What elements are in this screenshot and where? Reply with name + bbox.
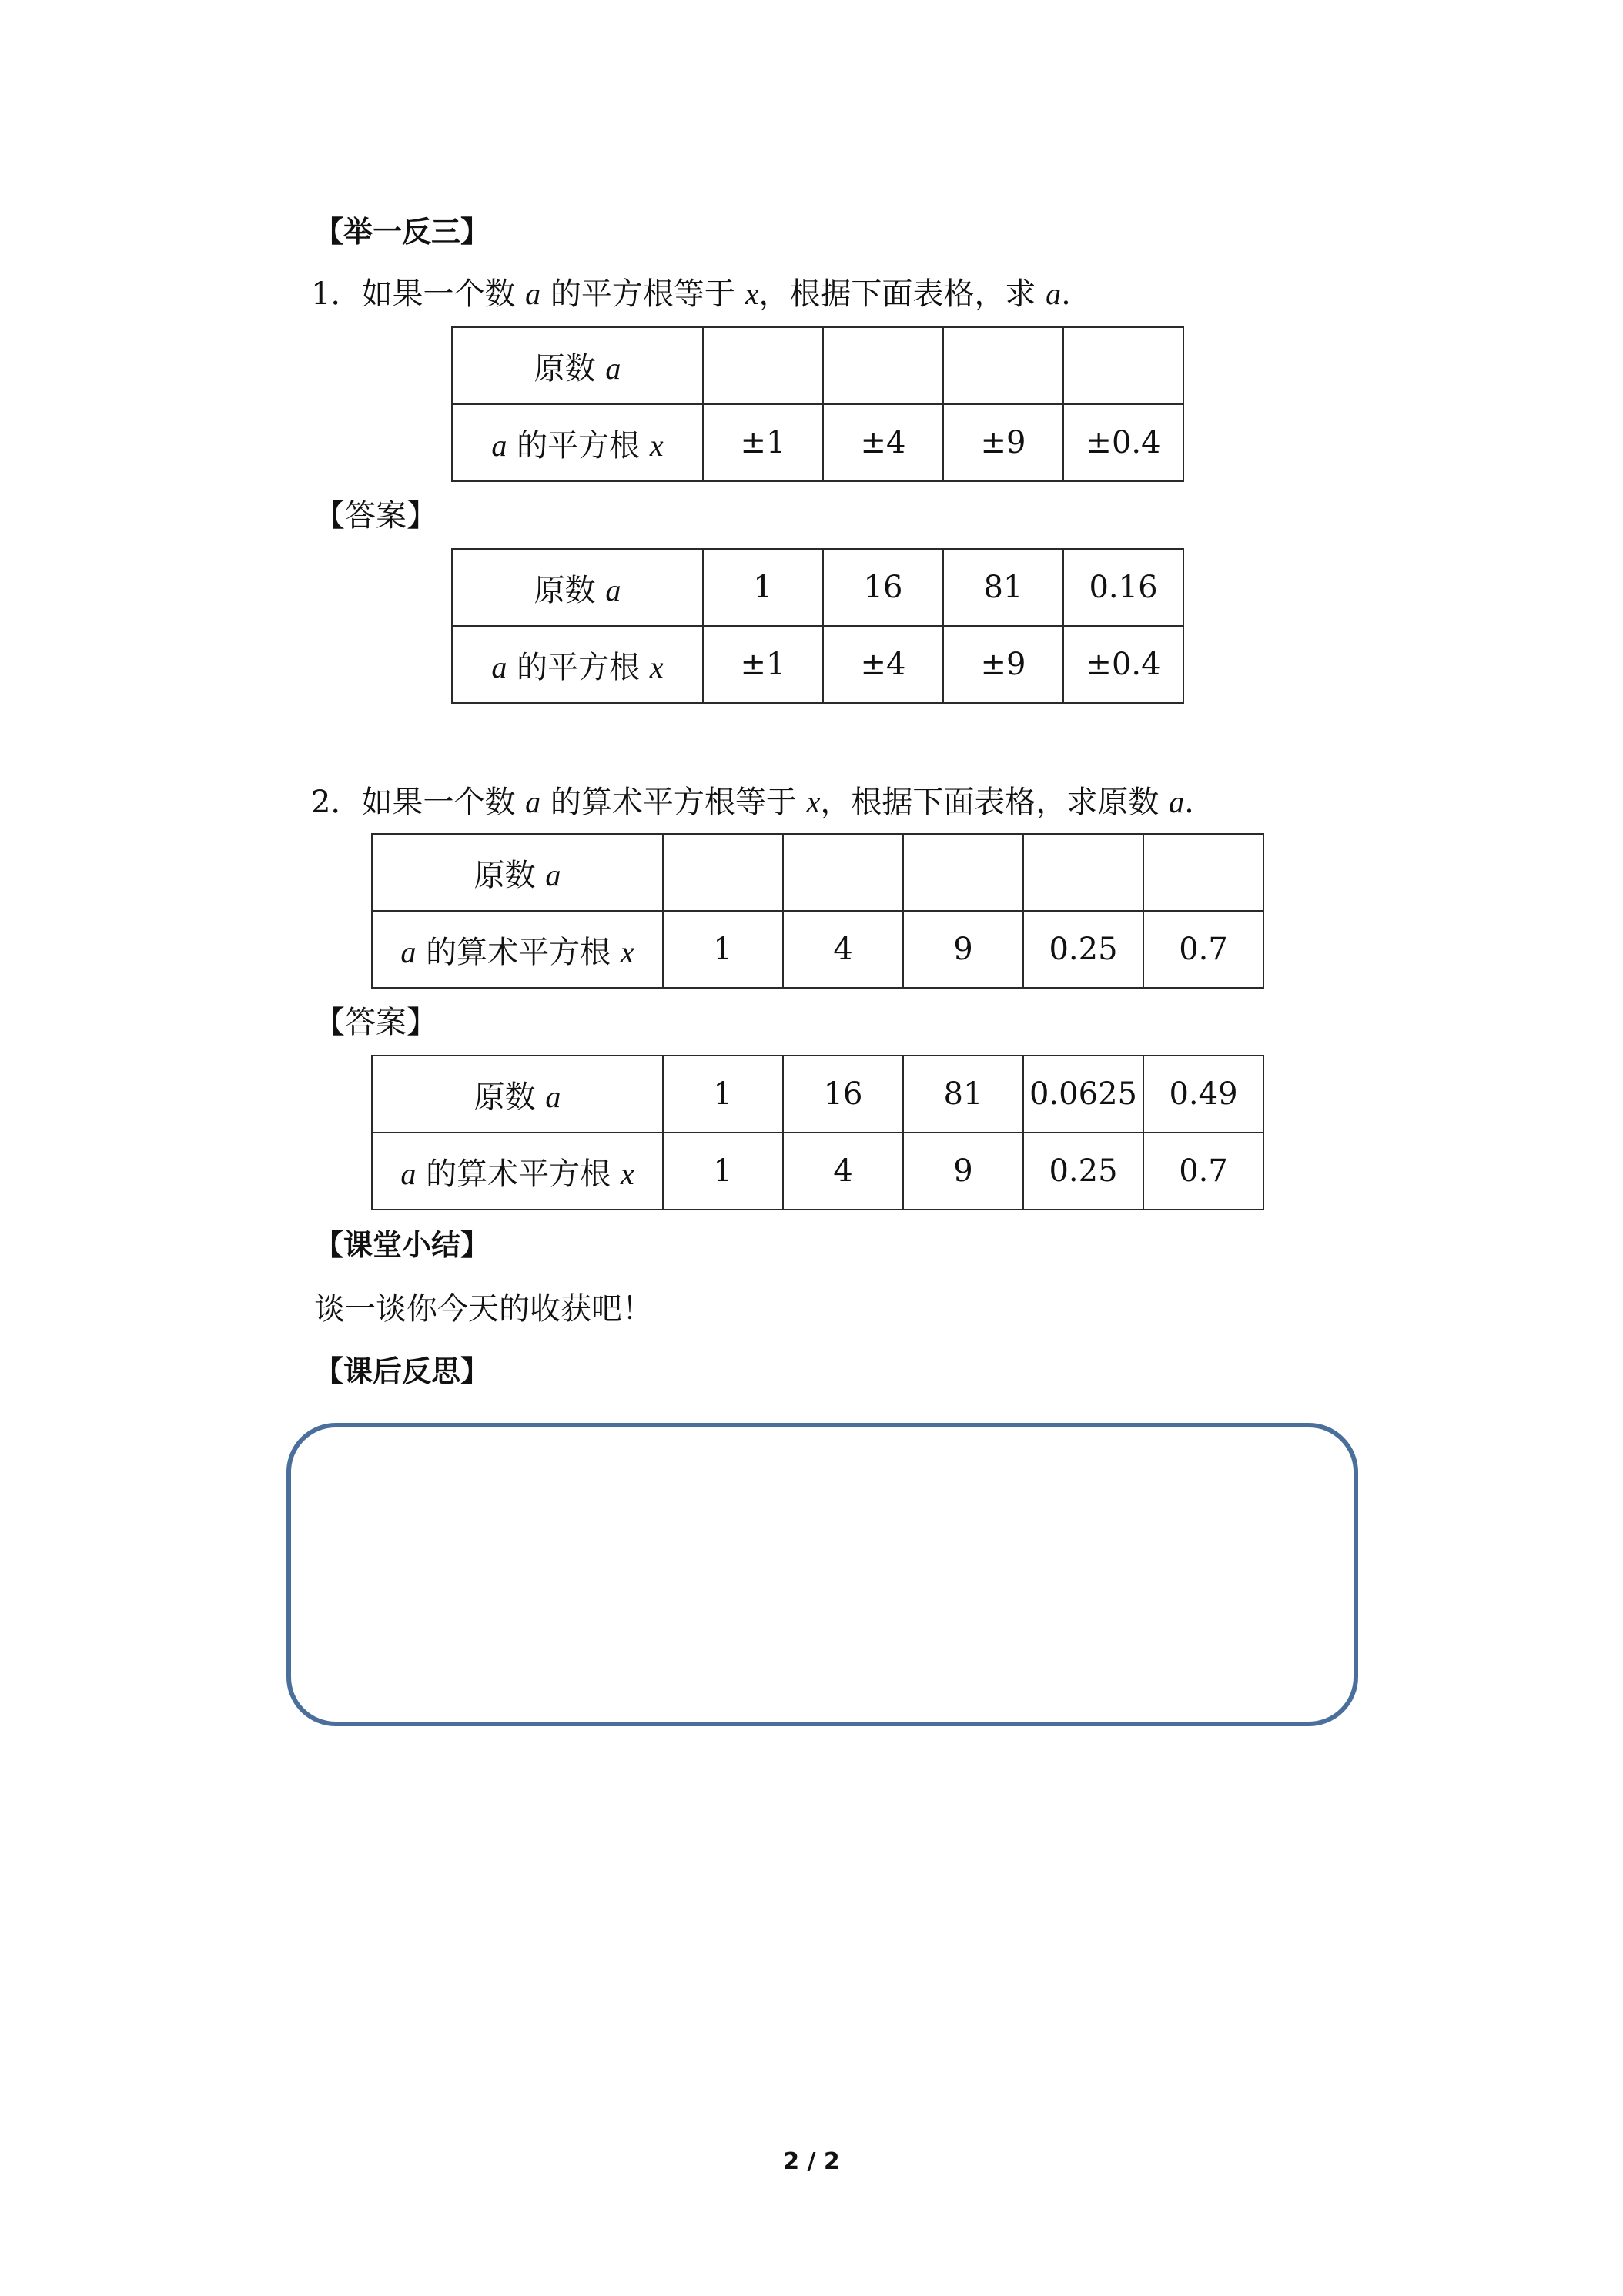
row-label-arith-sqrt [372,911,663,988]
table-cell: 0.25 [1023,1133,1143,1210]
label-var: a [605,350,621,386]
question-2-mid2: ，根据下面表格，求原数 [820,785,1170,820]
label-var: x [620,1156,634,1191]
table-cell: 0.25 [1023,911,1143,988]
section-summary-heading: 【课堂小结】 [314,1228,490,1262]
table-cell [663,834,783,911]
table-row [452,327,1183,404]
question-2-var-x: x [806,785,821,819]
answer-2-label: 【答案】 [314,1005,437,1040]
row-label-original [452,327,703,404]
table-cell: ±9 [943,404,1063,481]
label-var: a [545,857,561,892]
label-var: x [649,427,664,463]
question-2-var-a: a [525,785,541,819]
reflection-box [286,1423,1358,1726]
summary-text: 谈一谈你今天的收获吧！ [314,1291,653,1327]
table-row [452,404,1183,481]
question-1-var-a2: a [1046,276,1062,311]
table-cell: 0.0625 [1023,1056,1143,1133]
table-cell [1143,834,1263,911]
question-1-prefix: 1．如果一个数 [311,276,526,312]
table-cell: ±0.4 [1063,404,1183,481]
table-cell: ±4 [823,626,943,703]
label-text: 原数 [534,350,606,387]
table-2-answer [371,1055,1264,1210]
question-2-end: . [1184,785,1194,820]
table-row [372,911,1263,988]
table-cell: 81 [903,1056,1023,1133]
question-1 [311,276,1071,312]
table-cell [1063,327,1183,404]
table-cell: ±1 [703,404,823,481]
question-2-prefix: 2．如果一个数 [311,785,526,820]
label-var: x [649,649,664,684]
label-text: 原数 [474,857,546,893]
table-cell [1023,834,1143,911]
table-cell: 0.7 [1143,911,1263,988]
table-cell: 9 [903,1133,1023,1210]
section-practice-heading: 【举一反三】 [314,215,490,249]
question-1-end: . [1061,276,1071,312]
question-2 [311,787,1194,818]
question-1-var-a: a [525,276,541,311]
table-row [372,1133,1263,1210]
row-label-sqrt [452,404,703,481]
table-cell [783,834,903,911]
table-cell: ±9 [943,626,1063,703]
table-cell: 4 [783,1133,903,1210]
page-number: 2 / 2 [783,2148,840,2175]
table-cell [823,327,943,404]
table-cell: ±4 [823,404,943,481]
label-text: 的平方根 [507,649,650,685]
label-var: a [400,1156,417,1191]
table-cell: 1 [663,1133,783,1210]
table-cell: ±0.4 [1063,626,1183,703]
label-text: 的算术平方根 [416,1156,621,1192]
row-label-original [372,1056,663,1133]
table-cell: 0.16 [1063,549,1183,626]
table-cell: 9 [903,911,1023,988]
label-var: a [400,934,417,969]
label-var: a [491,427,507,463]
row-label-original [372,834,663,911]
section-reflection-heading: 【课后反思】 [314,1354,490,1388]
label-var: x [620,934,634,969]
row-label-sqrt [452,626,703,703]
table-cell: 81 [943,549,1063,626]
table-cell: 0.49 [1143,1056,1263,1133]
table-row [372,834,1263,911]
table-row [372,1056,1263,1133]
table-cell: ±1 [703,626,823,703]
table-cell: 4 [783,911,903,988]
table-row [452,549,1183,626]
table-1 [451,326,1184,482]
label-var: a [545,1079,561,1114]
table-cell: 1 [703,549,823,626]
label-text: 原数 [534,572,606,608]
label-var: a [491,649,507,684]
table-cell: 0.7 [1143,1133,1263,1210]
table-cell [703,327,823,404]
row-label-original [452,549,703,626]
label-text: 的算术平方根 [416,934,621,970]
table-cell: 1 [663,1056,783,1133]
row-label-arith-sqrt [372,1133,663,1210]
question-1-var-x: x [745,276,759,311]
answer-1-label: 【答案】 [314,498,437,534]
table-2 [371,833,1264,989]
table-cell [903,834,1023,911]
question-2-var-a2: a [1169,785,1185,819]
label-var: a [605,572,621,607]
table-1-answer [451,548,1184,704]
table-cell: 16 [823,549,943,626]
label-text: 原数 [474,1079,546,1115]
question-1-mid1: 的平方根等于 [540,276,745,312]
table-cell: 1 [663,911,783,988]
question-1-mid2: ，根据下面表格，求 [758,276,1046,312]
table-cell [943,327,1063,404]
table-row [452,626,1183,703]
label-text: 的平方根 [507,427,650,464]
question-2-mid1: 的算术平方根等于 [540,785,807,820]
table-cell: 16 [783,1056,903,1133]
